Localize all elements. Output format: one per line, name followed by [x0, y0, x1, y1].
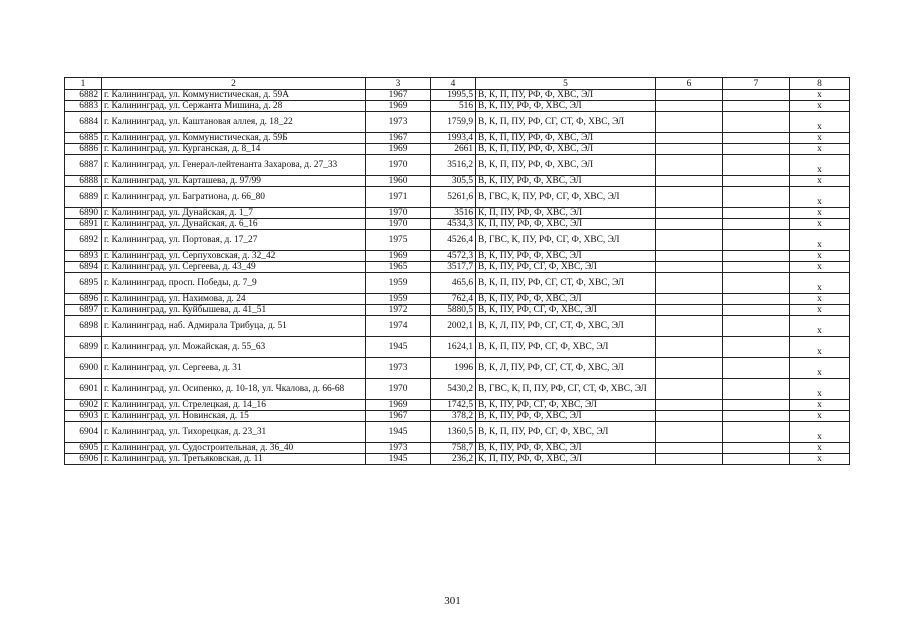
- area-cell: 2002,1: [431, 316, 476, 337]
- column-7-cell: [723, 379, 790, 400]
- row-number-cell: 6899: [65, 337, 102, 358]
- table-row: [65, 316, 850, 337]
- address-cell: г. Калининград, ул. Осипенко, д. 10-18, ул. Чкалова, д. 66-68: [102, 379, 366, 400]
- page-number: 301: [444, 595, 461, 607]
- area-cell: 762,4: [431, 294, 476, 305]
- address-cell: г. Калининград, ул. Портовая, д. 17_27: [102, 230, 366, 251]
- address-cell: г. Калининград, ул. Каштановая аллея, д. 18_22: [102, 112, 366, 133]
- table-row: [65, 230, 850, 251]
- column-6-cell: [656, 316, 723, 337]
- table-row: [65, 273, 850, 294]
- column-7-cell: [723, 219, 790, 230]
- year-cell: 1970: [366, 155, 431, 176]
- address-cell: г. Калининград, ул. Судостроительная, д. 36_40: [102, 443, 366, 454]
- row-number-cell: 6897: [65, 305, 102, 316]
- column-6-cell: [656, 379, 723, 400]
- services-cell: В, К, ПУ, РФ, Ф, ХВС, ЭЛ: [476, 176, 656, 187]
- mark-cell: х: [790, 358, 850, 379]
- column-6-cell: [656, 411, 723, 422]
- column-header-1: 1: [65, 78, 102, 90]
- mark-cell: х: [790, 379, 850, 400]
- year-cell: 1973: [366, 358, 431, 379]
- table-row: [65, 101, 850, 112]
- year-cell: 1959: [366, 273, 431, 294]
- address-cell: г. Калининград, ул. Третьяковская, д. 11: [102, 454, 366, 465]
- mark-cell: х: [790, 305, 850, 316]
- services-cell: В, К, П, ПУ, РФ, Ф, ХВС, ЭЛ: [476, 133, 656, 144]
- column-6-cell: [656, 454, 723, 465]
- column-6-cell: [656, 262, 723, 273]
- column-header-7: 7: [723, 78, 790, 90]
- services-cell: К, П, ПУ, РФ, Ф, ХВС, ЭЛ: [476, 454, 656, 465]
- services-cell: В, К, ПУ, РФ, СГ, Ф, ХВС, ЭЛ: [476, 262, 656, 273]
- row-number-cell: 6898: [65, 316, 102, 337]
- mark-cell: х: [790, 294, 850, 305]
- services-cell: В, К, П, ПУ, РФ, СГ, СТ, Ф, ХВС, ЭЛ: [476, 112, 656, 133]
- year-cell: 1970: [366, 208, 431, 219]
- year-cell: 1969: [366, 251, 431, 262]
- services-cell: В, К, ПУ, РФ, СГ, Ф, ХВС, ЭЛ: [476, 305, 656, 316]
- table-row: [65, 176, 850, 187]
- column-6-cell: [656, 294, 723, 305]
- row-number-cell: 6890: [65, 208, 102, 219]
- row-number-cell: 6889: [65, 187, 102, 208]
- address-cell: г. Калининград, ул. Сергеева, д. 43_49: [102, 262, 366, 273]
- services-cell: В, К, П, ПУ, РФ, СГ, Ф, ХВС, ЭЛ: [476, 337, 656, 358]
- column-6-cell: [656, 133, 723, 144]
- column-6-cell: [656, 90, 723, 101]
- address-cell: г. Калининград, просп. Победы, д. 7_9: [102, 273, 366, 294]
- services-cell: В, К, П, ПУ, РФ, Ф, ХВС, ЭЛ: [476, 144, 656, 155]
- services-cell: В, ГВС, К, ПУ, РФ, СГ, Ф, ХВС, ЭЛ: [476, 187, 656, 208]
- column-6-cell: [656, 443, 723, 454]
- area-cell: 1993,4: [431, 133, 476, 144]
- services-cell: В, К, П, ПУ, РФ, Ф, ХВС, ЭЛ: [476, 155, 656, 176]
- mark-cell: х: [790, 422, 850, 443]
- year-cell: 1969: [366, 144, 431, 155]
- year-cell: 1971: [366, 187, 431, 208]
- table-row: [65, 262, 850, 273]
- mark-cell: х: [790, 90, 850, 101]
- row-number-cell: 6905: [65, 443, 102, 454]
- address-cell: г. Калининград, ул. Можайская, д. 55_63: [102, 337, 366, 358]
- column-7-cell: [723, 230, 790, 251]
- area-cell: 3516: [431, 208, 476, 219]
- row-number-cell: 6896: [65, 294, 102, 305]
- row-number-cell: 6891: [65, 219, 102, 230]
- column-6-cell: [656, 273, 723, 294]
- row-number-cell: 6906: [65, 454, 102, 465]
- area-cell: 1759,9: [431, 112, 476, 133]
- table-row: [65, 112, 850, 133]
- row-number-cell: 6893: [65, 251, 102, 262]
- column-6-cell: [656, 219, 723, 230]
- column-header-8: 8: [790, 78, 850, 90]
- address-cell: г. Калининград, ул. Куйбышева, д. 41_51: [102, 305, 366, 316]
- year-cell: 1969: [366, 400, 431, 411]
- address-cell: г. Калининград, ул. Курганская, д. 8_14: [102, 144, 366, 155]
- address-cell: г. Калининград, ул. Дунайская, д. 6_16: [102, 219, 366, 230]
- column-6-cell: [656, 251, 723, 262]
- column-6-cell: [656, 422, 723, 443]
- column-6-cell: [656, 230, 723, 251]
- year-cell: 1975: [366, 230, 431, 251]
- mark-cell: х: [790, 230, 850, 251]
- year-cell: 1973: [366, 443, 431, 454]
- table-row: [65, 133, 850, 144]
- table-row: [65, 251, 850, 262]
- column-header-2: 2: [102, 78, 366, 90]
- area-cell: 758,7: [431, 443, 476, 454]
- row-number-cell: 6887: [65, 155, 102, 176]
- column-7-cell: [723, 187, 790, 208]
- mark-cell: х: [790, 112, 850, 133]
- area-cell: 1995,5: [431, 90, 476, 101]
- area-cell: 2661: [431, 144, 476, 155]
- mark-cell: х: [790, 144, 850, 155]
- table-row: [65, 379, 850, 400]
- column-number-row: [65, 78, 850, 90]
- area-cell: 236,2: [431, 454, 476, 465]
- column-7-cell: [723, 155, 790, 176]
- address-cell: г. Калининград, ул. Генерал-лейтенанта Захарова, д. 27_33: [102, 155, 366, 176]
- year-cell: 1970: [366, 219, 431, 230]
- column-6-cell: [656, 176, 723, 187]
- column-7-cell: [723, 144, 790, 155]
- column-7-cell: [723, 133, 790, 144]
- address-cell: г. Калининград, ул. Карташева, д. 97/99: [102, 176, 366, 187]
- column-header-3: 3: [366, 78, 431, 90]
- table-row: [65, 155, 850, 176]
- services-cell: В, К, ПУ, РФ, СГ, Ф, ХВС, ЭЛ: [476, 400, 656, 411]
- column-7-cell: [723, 454, 790, 465]
- column-7-cell: [723, 176, 790, 187]
- mark-cell: х: [790, 262, 850, 273]
- services-cell: В, К, П, ПУ, РФ, Ф, ХВС, ЭЛ: [476, 90, 656, 101]
- column-7-cell: [723, 316, 790, 337]
- mark-cell: х: [790, 454, 850, 465]
- area-cell: 5880,5: [431, 305, 476, 316]
- column-6-cell: [656, 187, 723, 208]
- mark-cell: х: [790, 337, 850, 358]
- area-cell: 1360,5: [431, 422, 476, 443]
- address-cell: г. Калининград, ул. Тихорецкая, д. 23_31: [102, 422, 366, 443]
- mark-cell: х: [790, 187, 850, 208]
- year-cell: 1974: [366, 316, 431, 337]
- year-cell: 1970: [366, 379, 431, 400]
- column-6-cell: [656, 112, 723, 133]
- row-number-cell: 6882: [65, 90, 102, 101]
- year-cell: 1960: [366, 176, 431, 187]
- year-cell: 1945: [366, 337, 431, 358]
- column-7-cell: [723, 112, 790, 133]
- address-cell: г. Калининград, наб. Адмирала Трибуца, д. 51: [102, 316, 366, 337]
- table-row: [65, 90, 850, 101]
- address-cell: г. Калининград, ул. Коммунистическая, д. 59Б: [102, 133, 366, 144]
- column-6-cell: [656, 337, 723, 358]
- services-cell: В, ГВС, К, П, ПУ, РФ, СГ, СТ, Ф, ХВС, ЭЛ: [476, 379, 656, 400]
- area-cell: 516: [431, 101, 476, 112]
- column-7-cell: [723, 208, 790, 219]
- row-number-cell: 6900: [65, 358, 102, 379]
- mark-cell: х: [790, 316, 850, 337]
- column-7-cell: [723, 262, 790, 273]
- mark-cell: х: [790, 176, 850, 187]
- year-cell: 1945: [366, 454, 431, 465]
- table-row: [65, 443, 850, 454]
- area-cell: 5430,2: [431, 379, 476, 400]
- services-cell: В, К, ПУ, РФ, Ф, ХВС, ЭЛ: [476, 294, 656, 305]
- year-cell: 1972: [366, 305, 431, 316]
- year-cell: 1967: [366, 133, 431, 144]
- services-cell: В, ГВС, К, ПУ, РФ, СГ, Ф, ХВС, ЭЛ: [476, 230, 656, 251]
- address-cell: г. Калининград, ул. Коммунистическая, д. 59А: [102, 90, 366, 101]
- address-cell: г. Калининград, ул. Багратиона, д. 66_80: [102, 187, 366, 208]
- mark-cell: х: [790, 101, 850, 112]
- year-cell: 1969: [366, 101, 431, 112]
- column-7-cell: [723, 400, 790, 411]
- column-6-cell: [656, 400, 723, 411]
- column-6-cell: [656, 358, 723, 379]
- address-cell: г. Калининград, ул. Стрелецкая, д. 14_16: [102, 400, 366, 411]
- table-row: [65, 144, 850, 155]
- table-row: [65, 411, 850, 422]
- column-header-4: 4: [431, 78, 476, 90]
- row-number-cell: 6894: [65, 262, 102, 273]
- column-header-6: 6: [656, 78, 723, 90]
- services-cell: К, П, ПУ, РФ, Ф, ХВС, ЭЛ: [476, 208, 656, 219]
- row-number-cell: 6888: [65, 176, 102, 187]
- table-row: [65, 294, 850, 305]
- area-cell: 4572,3: [431, 251, 476, 262]
- column-7-cell: [723, 305, 790, 316]
- row-number-cell: 6883: [65, 101, 102, 112]
- address-cell: г. Калининград, ул. Сержанта Мишина, д. 28: [102, 101, 366, 112]
- mark-cell: х: [790, 155, 850, 176]
- table-row: [65, 422, 850, 443]
- year-cell: 1973: [366, 112, 431, 133]
- column-6-cell: [656, 155, 723, 176]
- address-cell: г. Калининград, ул. Нахимова, д. 24: [102, 294, 366, 305]
- table-row: [65, 400, 850, 411]
- mark-cell: х: [790, 400, 850, 411]
- address-cell: г. Калининград, ул. Новинская, д. 15: [102, 411, 366, 422]
- area-cell: 378,2: [431, 411, 476, 422]
- column-7-cell: [723, 273, 790, 294]
- area-cell: 305,5: [431, 176, 476, 187]
- column-7-cell: [723, 90, 790, 101]
- services-cell: В, К, Л, ПУ, РФ, СГ, СТ, Ф, ХВС, ЭЛ: [476, 358, 656, 379]
- area-cell: 3516,2: [431, 155, 476, 176]
- table-row: [65, 208, 850, 219]
- column-7-cell: [723, 294, 790, 305]
- column-6-cell: [656, 208, 723, 219]
- area-cell: 1742,5: [431, 400, 476, 411]
- address-cell: г. Калининград, ул. Сергеева, д. 31: [102, 358, 366, 379]
- row-number-cell: 6885: [65, 133, 102, 144]
- area-cell: 4526,4: [431, 230, 476, 251]
- column-7-cell: [723, 411, 790, 422]
- year-cell: 1965: [366, 262, 431, 273]
- table-row: [65, 337, 850, 358]
- row-number-cell: 6895: [65, 273, 102, 294]
- table-row: [65, 454, 850, 465]
- column-7-cell: [723, 443, 790, 454]
- register-table: [64, 77, 850, 465]
- area-cell: 465,6: [431, 273, 476, 294]
- area-cell: 5261,6: [431, 187, 476, 208]
- services-cell: В, К, П, ПУ, РФ, СГ, Ф, ХВС, ЭЛ: [476, 422, 656, 443]
- address-cell: г. Калининград, ул. Серпуховская, д. 32_42: [102, 251, 366, 262]
- column-header-5: 5: [476, 78, 656, 90]
- services-cell: В, К, ПУ, РФ, Ф, ХВС, ЭЛ: [476, 101, 656, 112]
- mark-cell: х: [790, 411, 850, 422]
- mark-cell: х: [790, 251, 850, 262]
- row-number-cell: 6903: [65, 411, 102, 422]
- row-number-cell: 6902: [65, 400, 102, 411]
- column-7-cell: [723, 337, 790, 358]
- table-row: [65, 305, 850, 316]
- row-number-cell: 6892: [65, 230, 102, 251]
- column-6-cell: [656, 101, 723, 112]
- column-7-cell: [723, 422, 790, 443]
- services-cell: В, К, Л, ПУ, РФ, СГ, СТ, Ф, ХВС, ЭЛ: [476, 316, 656, 337]
- table-row: [65, 219, 850, 230]
- year-cell: 1959: [366, 294, 431, 305]
- year-cell: 1967: [366, 90, 431, 101]
- column-7-cell: [723, 251, 790, 262]
- mark-cell: х: [790, 133, 850, 144]
- year-cell: 1967: [366, 411, 431, 422]
- area-cell: 3517,7: [431, 262, 476, 273]
- services-cell: В, К, ПУ, РФ, Ф, ХВС, ЭЛ: [476, 443, 656, 454]
- column-6-cell: [656, 144, 723, 155]
- row-number-cell: 6904: [65, 422, 102, 443]
- row-number-cell: 6901: [65, 379, 102, 400]
- column-7-cell: [723, 101, 790, 112]
- table-row: [65, 187, 850, 208]
- services-cell: В, К, ПУ, РФ, Ф, ХВС, ЭЛ: [476, 251, 656, 262]
- mark-cell: х: [790, 273, 850, 294]
- table-row: [65, 358, 850, 379]
- register-table-body: [65, 78, 850, 465]
- column-6-cell: [656, 305, 723, 316]
- mark-cell: х: [790, 208, 850, 219]
- row-number-cell: 6886: [65, 144, 102, 155]
- mark-cell: х: [790, 219, 850, 230]
- column-7-cell: [723, 358, 790, 379]
- services-cell: В, К, П, ПУ, РФ, СГ, СТ, Ф, ХВС, ЭЛ: [476, 273, 656, 294]
- area-cell: 4534,3: [431, 219, 476, 230]
- area-cell: 1624,1: [431, 337, 476, 358]
- services-cell: В, К, ПУ, РФ, Ф, ХВС, ЭЛ: [476, 411, 656, 422]
- services-cell: К, П, ПУ, РФ, Ф, ХВС, ЭЛ: [476, 219, 656, 230]
- mark-cell: х: [790, 443, 850, 454]
- year-cell: 1945: [366, 422, 431, 443]
- address-cell: г. Калининград, ул. Дунайская, д. 1_7: [102, 208, 366, 219]
- area-cell: 1996: [431, 358, 476, 379]
- row-number-cell: 6884: [65, 112, 102, 133]
